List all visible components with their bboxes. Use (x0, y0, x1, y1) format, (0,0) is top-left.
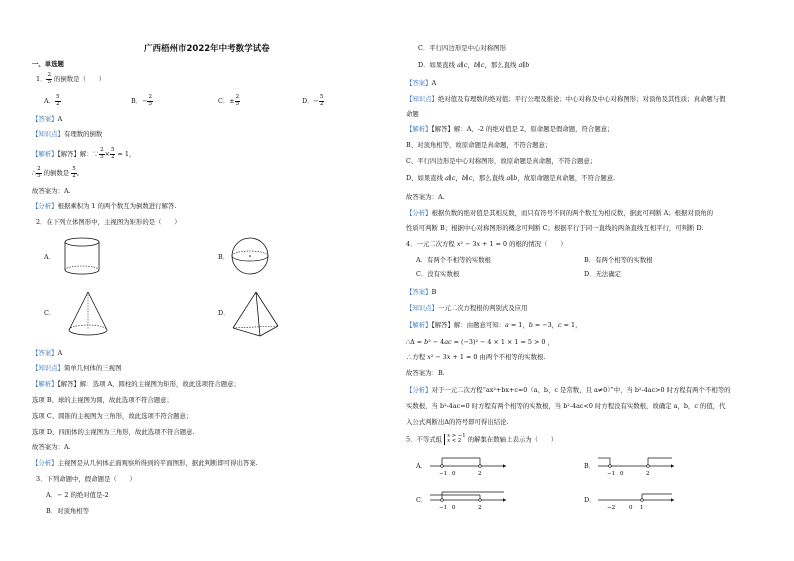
q3-option-b: B．对顶角相等 (46, 507, 90, 515)
number-line-c (428, 486, 512, 514)
q1-conclusion: 故答案为：A. (32, 187, 71, 195)
q3-stem: 3．下列命题中，假命题是（ ） (36, 475, 136, 483)
q3-analysis: 【解析】【解答】解：A、-2 的绝对值是 2，原命题是假命题，符合题意； (406, 125, 614, 133)
tick-label: 0 (452, 471, 456, 477)
tick-label: 2 (478, 505, 482, 511)
q1-option-d: D．− $\frac{5}{2}$ (302, 94, 324, 107)
tick-label: 2 (646, 471, 650, 477)
q4-option-a: A．有两个不相等的实数根 (416, 256, 491, 264)
q4-option-c: C．没有实数根 (416, 270, 460, 278)
q4-analysis-line: ∴Δ = 𝑏² − 4𝑎𝑐 = (−3)² − 4 × 1 × 1 = 5 > 0 ， (406, 338, 554, 346)
q1-option-b: B．− $\frac{2}{5}$ (131, 94, 152, 107)
q1-option-a: A． $\frac{5}{2}$ (44, 94, 60, 107)
cylinder-figure (62, 236, 102, 276)
q5-stem: 5．不等式组 𝑥 > −1 𝑥 < 2 的解集在数轴上表示为（ ） (406, 433, 558, 445)
section-heading: 一、单选题 (32, 60, 64, 68)
q2-label-a: A． (44, 253, 56, 261)
q3-analysis-line: D、如果直线 𝑎∥𝑐，𝑏∥𝑐，那么直线 𝑎∥𝑏，故原命题是真命题，不符合题意. (406, 174, 616, 182)
q1-option-c: C．± $\frac{2}{5}$ (218, 94, 240, 107)
q4-analysis-line: ∴方程 𝑥² − 3𝑥 + 1 = 0 由两个不相等的实数根. (406, 353, 546, 361)
q2-analysis-line: 选项 B、球的主视图为圆，故此选项不符合题意； (32, 396, 173, 404)
q4-option-d: D．无法确定 (584, 270, 622, 278)
q3-knowledge: 【知识点】绝对值及有理数的绝对值；平行公理及推论；中心对称及中心对称图形；对顶角及其性质；真命题与假 (406, 95, 726, 103)
tick-label: 0 (452, 505, 456, 511)
q5-label-c: C． (416, 496, 428, 504)
q3-answer: 【答案】A (406, 79, 437, 87)
q2-analysis-line: 选项 D、四面体的主视图为三角形，故此选项不符合题意. (32, 428, 195, 436)
q4-summary-3: 入公式判断出Δ的符号即可得出结论. (406, 418, 509, 426)
q1-answer: 【答案】A (32, 115, 63, 123)
tick-label: −2 (607, 505, 616, 511)
q3-option-d: D．如果直线 𝑎∥𝑐，𝑏∥𝑐，那么直线 𝑎∥𝑏 (418, 61, 530, 69)
page-title: 广西梧州市2022年中考数学试卷 (144, 44, 270, 54)
cone-figure (66, 290, 110, 340)
q1-summary: 【分析】根据乘积为 1 的两个数互为倒数进行解答. (32, 202, 177, 210)
q2-summary: 【分析】主视图是从几何体正面观察所得到的平面图形，据此判断即可得出答案. (32, 459, 258, 467)
q2-label-c: C． (44, 309, 56, 317)
q4-summary-2: 实数根，当 b²-4ac=0 时方程有两个相等的实数根，当 b²-4ac<0 时方程没有实数根，故确定 a，b，c 的值，代 (406, 402, 726, 410)
number-line-b (596, 452, 680, 480)
q3-analysis-line: C、平行四边形是中心对称图形，故原命题是真命题，不符合题意； (406, 157, 597, 165)
q4-knowledge: 【知识点】一元二次方程根的判别式及应用 (406, 304, 528, 312)
q2-stem: 2．在下列立体图形中，主视图为矩形的是（ ） (36, 218, 181, 226)
q3-analysis-line: B、对顶角相等，故原命题是真命题，不符合题意； (406, 141, 552, 149)
q1-fraction: $\frac{2}{5}$ (47, 72, 51, 85)
q4-answer: 【答案】B (406, 288, 437, 296)
q2-label-d: D． (218, 309, 230, 317)
q5-label-d: D． (584, 496, 596, 504)
q2-analysis: 【解析】【解答】解：选项 A、圆柱的主视图为矩形，故此选项符合题意； (32, 380, 240, 388)
q3-knowledge-2: 命题 (406, 110, 419, 118)
q1-analysis-2: ∴ $\frac{2}{5}$ 的倒数是 $\frac{5}{2}$ 。 (32, 166, 84, 179)
q2-conclusion: 故答案为：A. (32, 443, 71, 451)
q5-label-a: A． (416, 462, 428, 470)
q5-label-b: B． (584, 462, 596, 470)
tick-label: −1 (439, 505, 448, 511)
tick-label: 2 (478, 471, 482, 477)
tick-label: 1 (640, 505, 644, 511)
q4-stem: 4．一元二次方程 𝑥² − 3𝑥 + 1 = 0 的根的情况（ ） (406, 240, 567, 248)
tetrahedron-figure (230, 290, 282, 340)
number-line-a (428, 452, 512, 480)
inequality-system: 𝑥 > −1 𝑥 < 2 (444, 434, 466, 445)
sphere-figure (230, 236, 270, 276)
q1-stem: 1． $\frac{2}{5}$ 的倒数是（ ） (36, 72, 106, 85)
q4-analysis: 【解析】【解答】解：由题意可知：𝑎 = 1，𝑏 = −3，𝑐 = 1， (406, 321, 582, 329)
q1-knowledge: 【知识点】有理数的倒数 (32, 130, 103, 138)
tick-label: 0 (629, 505, 633, 511)
tick-label: −1 (439, 471, 448, 477)
q3-option-a: A．− 2 的绝对值是-2 (46, 491, 109, 499)
q2-analysis-line: 选项 C、圆锥的主视图为三角形，故此选项不符合题意； (32, 412, 193, 420)
q2-label-b: B． (218, 253, 230, 261)
q3-conclusion: 故答案为：A. (406, 193, 445, 201)
number-line-d (596, 486, 680, 514)
q4-option-b: B．有两个相等的实数根 (584, 256, 653, 264)
q1-analysis: 【解析】【解答】解：∵ $\frac{2}{5}$ × $\frac{5}{2}$ = 1， (32, 147, 136, 160)
q2-knowledge: 【知识点】简单几何体的三视图 (32, 364, 122, 372)
tick-label: −1 (607, 471, 616, 477)
q4-conclusion: 故答案为：B. (406, 369, 445, 377)
q3-summary-2: 性质可判断 B；根据中心对称图形的概念可判断 C；根据平行于同一直线的两条直线互相平行，可判断 D. (406, 224, 704, 232)
tick-label: 0 (620, 471, 624, 477)
q2-answer: 【答案】A (32, 349, 63, 357)
q4-summary: 【分析】对于一元二次方程“ax²+bx+c=0（a、b、c 是常数，且 a≠0）”中，当 b²-4ac>0 时方程有两个不相等的 (406, 386, 731, 394)
q3-option-c: C．平行四边形是中心对称图形 (418, 44, 506, 52)
q3-summary: 【分析】根据负数的绝对值是其相反数，而只有符号不同的两个数互为相反数，据此可判断 A；根据对顶角的 (406, 209, 714, 217)
